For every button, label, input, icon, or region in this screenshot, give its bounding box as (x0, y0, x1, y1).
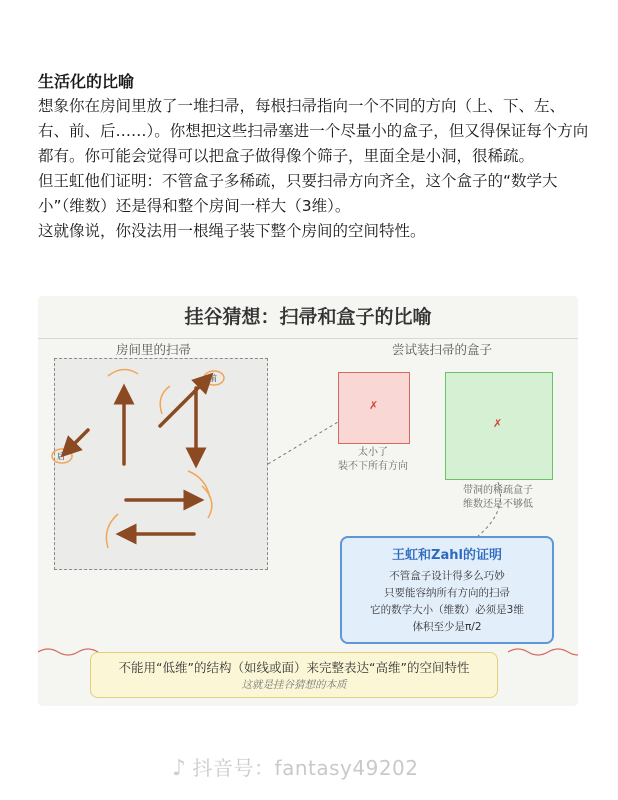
watermark (172, 752, 419, 781)
broom-front (160, 380, 206, 426)
arc-upper (160, 386, 170, 414)
arc-right (202, 486, 212, 518)
conclusion-subtext: 这就是挂谷猜想的本质 (241, 679, 347, 691)
conclusion-box (90, 652, 498, 698)
paragraph-proof: 但王虹他们证明：不管盒子多稀疏，只要扫帚方向齐全，这个盒子的“数学大小”（维数）还是得和整个房间一样大（3维）。 (38, 172, 558, 215)
paragraph-metaphor: 想象你在房间里放了一堆扫帚，每根扫帚指向一个不同的方向（上、下、左、右、前、后……）。你想把这些扫帚塞进一个尽量小的盒子，但又得保证每个方向都有。你可能会觉得可以把盒子做得像个筛子，里面全是小洞，很稀疏。 (38, 97, 589, 165)
article-heading: 生活化的比喻 (38, 72, 135, 91)
arc-top-left (108, 369, 138, 376)
proof-title: 王虹和Zahl的证明 (392, 548, 502, 563)
proof-line: 只要能容纳所有方向的扫帚 (384, 587, 510, 599)
small-box-caption: 太小了 装不下所有方向 (338, 447, 408, 472)
proof-line: 不管盒子设计得多么巧妙 (389, 570, 505, 582)
broom-arrows (68, 380, 206, 534)
sparse-box (445, 372, 553, 480)
broom-back (68, 430, 88, 450)
x-icon: ✗ (493, 417, 503, 430)
proof-box (340, 536, 554, 644)
proof-line: 它的数学大小（维数）必须是3维 (370, 604, 524, 616)
proof-line: 体积至少是π/2 (412, 621, 482, 633)
figure-title: 挂谷猜想：扫帚和盒子的比喻 (184, 306, 432, 328)
small-box (338, 372, 410, 444)
douyin-logo-icon: ♪ (172, 756, 187, 781)
watermark-text: 抖音号：fantasy49202 (192, 756, 419, 780)
room-label: 房间里的扫帚 (116, 342, 192, 357)
arc-bottom-left (106, 514, 118, 548)
paragraph-summary: 这就像说，你没法用一根绳子装下整个房间的空间特性。 (38, 222, 426, 240)
label-back: 后 (57, 452, 65, 461)
article-text (38, 70, 590, 244)
boxes-label: 尝试装扫帚的盒子 (392, 342, 493, 357)
arc-mid-right (188, 471, 210, 498)
label-front: 前 (209, 374, 217, 383)
sparse-box-caption: 带洞的稀疏盒子 维数还是不够低 (463, 485, 533, 510)
conclusion-text: 不能用“低维”的结构（如线或面）来完整表达“高维”的空间特性 (118, 660, 470, 675)
kakeya-illustration (38, 296, 578, 706)
x-icon: ✗ (369, 399, 379, 412)
